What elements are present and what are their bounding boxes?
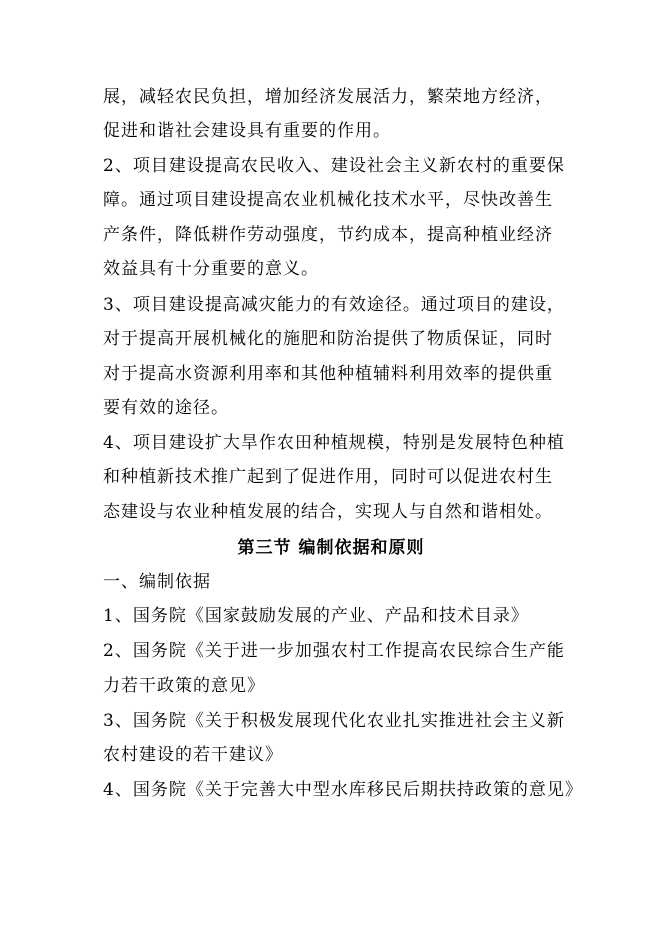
section-heading: 第三节 编制依据和原则: [237, 538, 425, 558]
basis-line-3: 2、国务院《关于进一步加强农村工作提高农民综合生产能: [103, 641, 565, 661]
basis-line-7: 4、国务院《关于完善大中型水库移民后期扶持政策的意见》: [103, 780, 583, 800]
text-line-6: 效益具有十分重要的意义。: [103, 259, 319, 279]
text-line-12: 和种植新技术推广起到了促进作用，同时可以促进农村生: [103, 467, 553, 487]
text-line-10: 要有效的途径。: [103, 398, 229, 418]
text-line-13: 态建设与农业种植发展的结合，实现人与自然和谐相处。: [103, 502, 553, 522]
text-line-1: 展，减轻农民负担，增加经济发展活力，繁荣地方经济，: [103, 87, 553, 107]
text-line-5: 产条件，降低耕作劳动强度，节约成本，提高种植业经济: [103, 225, 553, 245]
text-line-8: 对于提高开展机械化的施肥和防治提供了物质保证，同时: [103, 329, 553, 349]
basis-line-6: 农村建设的若干建议》: [103, 745, 283, 765]
basis-line-5: 3、国务院《关于积极发展现代化农业扎实推进社会主义新: [103, 711, 565, 731]
text-line-4: 障。通过项目建设提高农业机械化技术水平，尽快改善生: [103, 190, 553, 210]
basis-line-4: 力若干政策的意见》: [103, 676, 265, 696]
basis-line-2: 1、国务院《国家鼓励发展的产业、产品和技术目录》: [103, 606, 529, 626]
text-line-7: 3、项目建设提高减灾能力的有效途径。通过项目的建设，: [103, 295, 565, 315]
text-line-2: 促进和谐社会建设具有重要的作用。: [103, 121, 391, 141]
basis-line-1: 一、编制依据: [103, 572, 211, 592]
text-line-9: 对于提高水资源利用率和其他种植辅料利用效率的提供重: [103, 364, 553, 384]
text-line-11: 4、项目建设扩大旱作农田种植规模，特别是发展特色种植: [103, 433, 565, 453]
text-line-3: 2、项目建设提高农民收入、建设社会主义新农村的重要保: [103, 156, 565, 176]
